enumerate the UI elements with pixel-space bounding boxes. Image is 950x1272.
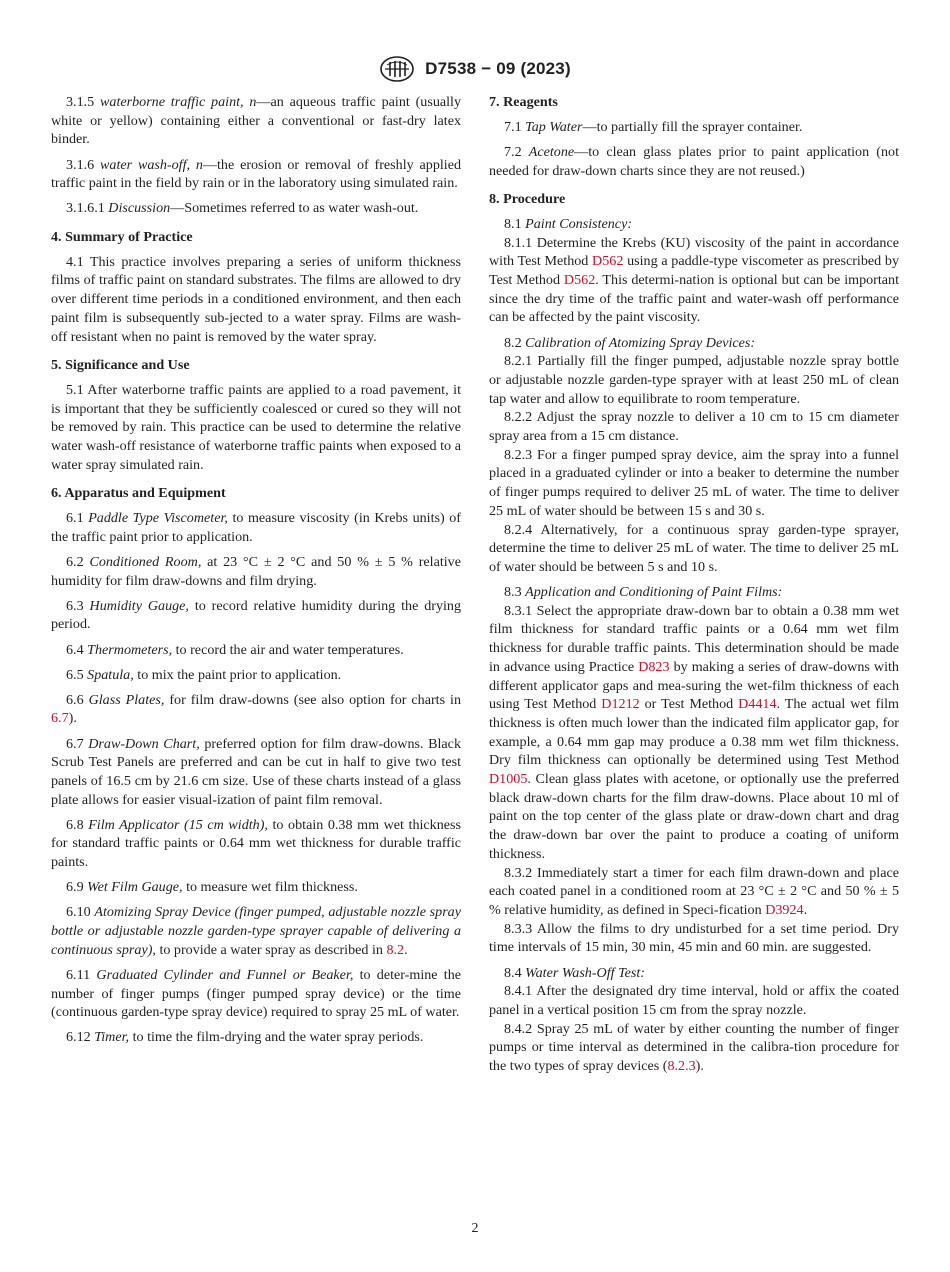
clause-6-4: 6.4 Thermometers, to record the air and water temperatures. — [66, 641, 404, 658]
clause-8-4-1: 8.4.1 After the designated dry time interval, hold or affix the coated panel in a vertical position 15 cm from the spray nozzle. — [489, 983, 899, 1018]
clause-6-9: 6.9 Wet Film Gauge, to measure wet film thickness. — [66, 879, 358, 896]
clause-8-3-1: 8.3.1 Select the appropriate draw-down bar to obtain a 0.38 mm wet film thickness for standard traffic paints or a 0.64 mm wet film thickness for durable traffic paints. This determination should be made in advance using Practice D823 by making a series of draw-downs with different applicator gaps and mea-suring the wet-film thickness of each using Test Method D1212 or Test Method D4414. The actual wet film thickness is often much lower than the indicated film applicator gap, for example, a 0.64 mm gap may produce a 0.38 mm wet film thickness. Dry film thickness can optionally be determined using Test Method D1005. Clean glass plates with acetone, or optionally use the preferred black draw-down charts for the film draw-downs. Place about 10 ml of paint on the top center of the glass plate or draw-down chart and drag the draw-down bar over the paint to produce a coating of uniform thickness. — [489, 602, 899, 862]
section-heading-5: 5. Significance and Use — [51, 357, 190, 374]
standard-reference-link[interactable]: D1005 — [489, 771, 528, 788]
clause-6-7: 6.7 Draw-Down Chart, preferred option for film draw-downs. Black Scrub Test Panels are preferred and can be cut in half to give two test panels of 16.5 cm by 21.6 cm size. Use of these charts instead of a glass plate allows for easier visual-ization of paint film removal. — [51, 735, 461, 808]
clause-6-8: 6.8 Film Applicator (15 cm width), to obtain 0.38 mm wet thickness for standard traffic paints or 0.64 mm wet thickness for durable traffic paints. — [51, 816, 461, 871]
clause-3-1-6: 3.1.6 water wash-off, n—the erosion or removal of freshly applied traffic paint in the field by rain or in the laboratory using simulated rain. — [51, 156, 461, 192]
clause-8-1-1: 8.1.1 Determine the Krebs (KU) viscosity of the paint in accordance with Test Method D562 using a paddle-type viscometer as prescribed by Test Method D562. This determi-nation is optional but can be important since the dry time of the traffic paint and water-wash off performance can be affected by the paint viscosity. — [489, 234, 899, 326]
clause-3-1-5: 3.1.5 waterborne traffic paint, n—an aqueous traffic paint (usually white or yellow) containing either a conventional or fast-dry latex binder. — [51, 94, 461, 148]
clause-8-3-2: 8.3.2 Immediately start a timer for each film drawn-down and place each coated panel in a conditioned room at 23 °C ± 2 °C and 50 % ± 5 % relative humidity, as defined in Speci-fication D3924. — [489, 864, 899, 918]
clause-8-2-1: 8.2.1 Partially fill the finger pumped, adjustable nozzle spray bottle or adjustable nozzle garden-type sprayer with at least 250 mL of clean tap water and allow to equilibrate to room temperature. — [489, 353, 899, 407]
clause-8-2-2: 8.2.2 Adjust the spray nozzle to deliver a 10 cm to 15 cm diameter spray area from a 15 cm distance. — [489, 409, 899, 445]
clause-6-2: 6.2 Conditioned Room, at 23 °C ± 2 °C and 50 % ± 5 % relative humidity for film draw-downs and film drying. — [51, 553, 461, 589]
clause-6-11: 6.11 Graduated Cylinder and Funnel or Beaker, to deter-mine the number of finger pumps (finger pumped spray device) or the time (continuous garden-type spray device) required to spray 25 mL of water. — [51, 966, 461, 1021]
clause-6-5: 6.5 Spatula, to mix the paint prior to application. — [66, 666, 342, 683]
clause-6-10: 6.10 Atomizing Spray Device (finger pumped, adjustable nozzle spray bottle or adjustable nozzle garden-type sprayer capable of delivering a continuous spray), to provide a water spray as described in 8.2. — [51, 904, 461, 958]
standard-reference-link[interactable]: D823 — [638, 658, 670, 675]
clause-8-4-2: 8.4.2 Spray 25 mL of water by either counting the number of finger pumps or time interval as determined in the calibra-tion procedure for the two types of spray devices (8.2.3). — [489, 1020, 899, 1075]
clause-8-4: 8.4 Water Wash-Off Test: — [504, 964, 645, 981]
clause-7-2: 7.2 Acetone—to clean glass plates prior to paint application (not needed for draw-down charts since they are not reused.) — [489, 143, 899, 179]
clause-6-1: 6.1 Paddle Type Viscometer, to measure viscosity (in Krebs units) of the traffic paint prior to application. — [51, 510, 461, 545]
section-heading-7: 7. Reagents — [489, 94, 558, 110]
clause-6-12: 6.12 Timer, to time the film-drying and the water spray periods. — [66, 1029, 424, 1046]
right-column — [489, 93, 899, 1082]
left-column — [51, 93, 461, 1053]
clause-8-2-4: 8.2.4 Alternatively, for a continuous spray garden-type sprayer, determine the time to deliver 25 mL of water. The time to deliver 25 mL of water should be between 5 s and 10 s. — [489, 521, 899, 575]
standard-reference-link[interactable]: D4414 — [738, 696, 777, 713]
standard-reference-link[interactable]: D562 — [592, 253, 624, 270]
astm-logo-icon — [379, 56, 415, 82]
page-header — [0, 56, 950, 82]
standard-designation: D7538 − 09 (2023) — [425, 59, 571, 78]
cross-reference-link[interactable]: 8.2 — [386, 941, 405, 958]
section-heading-4: 4. Summary of Practice — [51, 229, 193, 245]
standard-reference-link[interactable]: D562 — [563, 272, 596, 289]
clause-8-3: 8.3 Application and Conditioning of Paint Films: — [504, 584, 783, 601]
clause-6-6: 6.6 Glass Plates, for film draw-downs (see also option for charts in 6.7). — [51, 691, 461, 727]
cross-reference-link[interactable]: 8.2.3 — [667, 1058, 696, 1075]
cross-reference-link[interactable]: 6.7 — [51, 710, 69, 727]
page-number: 2 — [471, 1221, 479, 1236]
clause-8-2: 8.2 Calibration of Atomizing Spray Devices: — [504, 334, 756, 351]
clause-8-3-3: 8.3.3 Allow the films to dry undisturbed for a set time period. Dry time intervals of 15 min, 30 min, 45 min and 60 min. are suggested. — [489, 920, 899, 956]
clause-3-1-6-1: 3.1.6.1 Discussion—Sometimes referred to as water wash-out. — [66, 200, 419, 217]
section-heading-8: 8. Procedure — [489, 191, 566, 208]
clause-7-1: 7.1 Tap Water—to partially fill the sprayer container. — [504, 118, 803, 135]
section-heading-6: 6. Apparatus and Equipment — [51, 485, 226, 502]
standard-reference-link[interactable]: D3924 — [765, 902, 804, 918]
clause-8-2-3: 8.2.3 For a finger pumped spray device, aim the spray into a funnel placed in a graduated cylinder or into a beaker to determine the number of finger pumps required to deliver 25 mL of water. The time to deliver 25 mL of water should be between 15 s and 30 s. — [489, 446, 899, 519]
clause-6-3: 6.3 Humidity Gauge, to record relative humidity during the drying period. — [51, 597, 462, 633]
clause-5-1: 5.1 After waterborne traffic paints are applied to a road pavement, it is important that they be sufficiently coalesced or cured so they will not be removed by rain. This practice can be used to determine the relative water wash-off resistance of waterborne traffic paints when exposed to a water spray simulated rain. — [51, 381, 461, 473]
standard-reference-link[interactable]: D1212 — [601, 696, 640, 713]
clause-8-1: 8.1 Paint Consistency: — [504, 215, 633, 232]
clause-4-1: 4.1 This practice involves preparing a series of uniform thickness films of traffic paint on standard substrates. The films are allowed to dry over different time periods in a conditioned environment, and then each paint film is subsequently sub-jected to a water spray. Films are wash-off resistant when no paint is removed by the water spray. — [51, 253, 461, 345]
